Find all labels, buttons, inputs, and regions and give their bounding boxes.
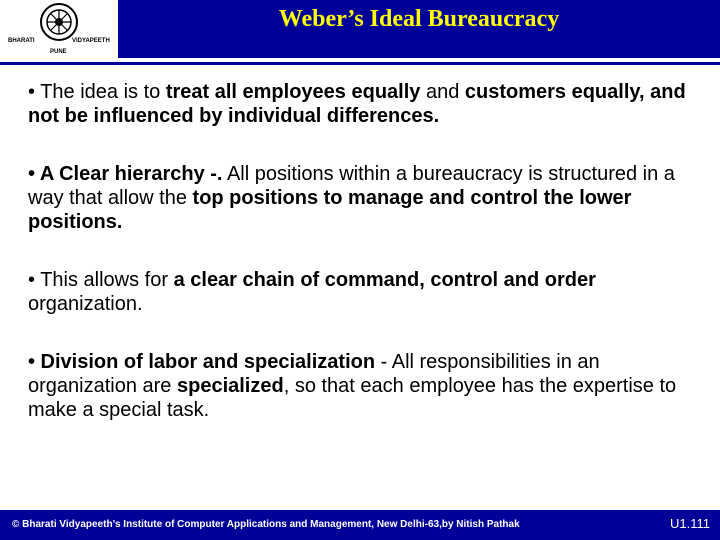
text-segment-bold: specialized (176, 375, 284, 397)
footer-copyright: © Bharati Vidyapeeth’s Institute of Computer Applications and Management, New Delhi-63,by Nitish Pathak (12, 519, 520, 530)
bharati-vidyapeeth-emblem-icon (6, 1, 112, 57)
text-segment: and (420, 81, 465, 103)
text-segment: organization. (28, 293, 143, 315)
slide-number: U1.111 (670, 516, 710, 531)
logo-text-left: BHARATI (8, 38, 35, 44)
text-segment: • This allows for (28, 269, 174, 291)
bullet-paragraph (28, 162, 712, 234)
logo-text-bottom: PUNE (50, 49, 67, 55)
bullet-paragraph (28, 80, 712, 128)
text-segment: • The idea is to (28, 81, 166, 103)
footer-bar (0, 510, 720, 540)
text-segment-bold: • Division of labor and specialization (28, 351, 376, 373)
text-segment: - All responsibilities in an organization are (28, 351, 600, 397)
logo (0, 0, 118, 58)
slide-body (28, 80, 712, 456)
slide-title: Weber’s Ideal Bureaucracy (278, 6, 560, 32)
header-bar (0, 0, 720, 58)
bullet-paragraph (28, 350, 712, 422)
text-segment-bold: customers equally, and not be influenced by individual differences. (28, 81, 686, 127)
bullet-paragraph (28, 268, 712, 316)
text-segment-bold: a clear chain of command, control and order (173, 269, 596, 291)
text-segment-bold: • A Clear hierarchy -. (28, 163, 223, 185)
text-segment-bold: treat all employees equally (165, 81, 421, 103)
text-segment: , so that each employee has the expertise to make a special task. (28, 375, 677, 421)
logo-text-right: VIDYAPEETH (72, 38, 110, 44)
text-segment-bold: top positions to manage and control the lower positions. (28, 187, 632, 233)
header-divider (0, 62, 720, 65)
text-segment: All positions within a bureaucracy is structured in a way that allow the (28, 163, 675, 209)
